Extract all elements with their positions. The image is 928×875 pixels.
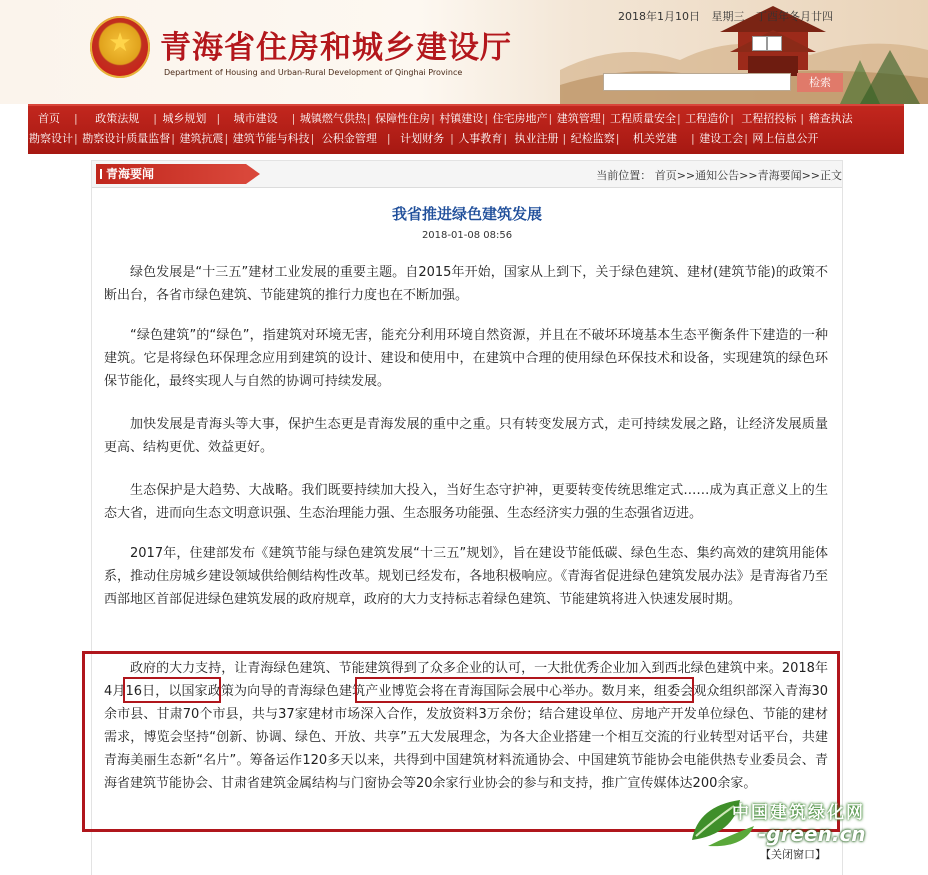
nav-item-finance[interactable]: 计划财务	[400, 132, 445, 145]
mini-button-right[interactable]	[767, 36, 782, 51]
nav-row-2	[28, 130, 904, 147]
nav-item-party[interactable]: 机关党建	[632, 132, 677, 145]
lunar-date: 丁酉年冬月廿四	[756, 10, 833, 23]
article-paragraph: 加快发展是青海头等大事，保护生态更是青海发展的重中之重。只有转变发展方式，走可持续发展之路，让经济发展质量更高、结构更优、效益更好。	[104, 417, 828, 455]
nav-item-housing[interactable]: 保障性住房	[375, 112, 431, 125]
nav-item-hr-education[interactable]: 人事教育	[458, 132, 503, 145]
nav-separator: |	[690, 132, 695, 145]
nav-item-building-management[interactable]: 建筑管理	[556, 112, 601, 125]
nav-separator: |	[676, 112, 681, 125]
nav-item-registration[interactable]: 执业注册	[514, 132, 559, 145]
article-container	[91, 160, 843, 875]
nav-separator: |	[74, 112, 78, 125]
nav-separator: |	[450, 132, 454, 145]
nav-item-energy-tech[interactable]: 建筑节能与科技	[232, 132, 310, 145]
article-title: 我省推进绿色建筑发展	[391, 205, 542, 223]
article-paragraph: 2017年，住建部发布《建筑节能与绿色建筑发展“十三五”规划》，旨在建设节能低碳、绿色生态、集约高效的建筑用能体系，推动住房城乡建设领域供给侧结构性改革。规划已经发布，各地积极响应。《青海省促进绿色建筑发展办法》是青海省乃至西部地区首部促进绿色建筑发展的政府规章，政府的大力支持标志着绿色建筑、节能建筑将进入快速发展时期。	[104, 546, 828, 607]
article-paragraph: 绿色发展是“十三五”建材工业发展的重要主题。自2015年开始，国家从上到下，关于绿色建筑、建材(建筑节能)的政策不断出台，各省市绿色建筑、节能建筑的推行力度也在不断加强。	[104, 265, 828, 303]
nav-item-discipline[interactable]: 纪检监察	[570, 132, 615, 145]
date-display	[618, 8, 841, 24]
weekday: 星期三	[711, 10, 745, 23]
article-date: 2018-01-08 08:56	[421, 230, 513, 241]
nav-separator: |	[800, 112, 805, 125]
article-paragraph: “绿色建筑”的“绿色”，指建筑对环境无害，能充分利用环境自然资源，并且在不破坏环境基本生态平衡条件下建造的一种建筑。它是将绿色环保理念应用到建筑的设计、建设和使用中，在建筑中合理的使用绿色环保技术和设备，实现建筑的绿色环保节能化，最终实现人与自然的协调可持续发展。	[104, 328, 828, 389]
current-date: 2018年1月10日	[618, 10, 700, 23]
national-emblem-icon: ★	[90, 16, 150, 78]
nav-separator: |	[216, 112, 221, 125]
nav-item-urban-construction[interactable]: 城市建设	[233, 112, 278, 125]
site-watermark	[688, 792, 920, 854]
nav-separator: |	[153, 112, 157, 125]
nav-separator: |	[366, 112, 371, 125]
nav-separator: |	[548, 112, 553, 125]
nav-item-inspection[interactable]: 稽查执法	[808, 112, 853, 125]
nav-separator: |	[615, 132, 620, 145]
nav-separator: |	[310, 132, 315, 145]
article-paragraph-highlighted: 政府的大力支持，让青海绿色建筑、节能建筑得到了众多企业的认可，一大批优秀企业加入到西北绿色建筑中来。2018年4月16日，以国家政策为向导的青海绿色建筑产业博览会将在青海国际会展中心举办。数月来，组委会观众组织部深入青海30余市县、甘肃70个市县，共与37家建材市场深入合作，发放资料3万余份；结合建设单位、房地产开发单位绿色、节能的建材需求，博览会坚持“创新、协调、绿色、开放、共享”五大发展理念，为各大企业搭建一个相互交流的行业转型对话平台，共建青海美丽生态新“名片”。筹备运作120多天以来，共得到中国建筑材料流通协会、中国建筑节能协会电能供热专业委员会、青海省建筑节能协会、甘肃省建筑金属结构与门窗协会等20余家行业协会的参与和支持，推广宣传媒体达200余家。	[104, 661, 828, 791]
nav-item-planning[interactable]: 城乡规划	[162, 112, 207, 125]
site-title[interactable]: 青海省住房和城乡建设厅	[160, 30, 512, 66]
nav-item-cost[interactable]: 工程造价	[685, 112, 730, 125]
nav-separator: |	[224, 132, 229, 145]
nav-item-survey-design[interactable]: 勘察设计	[29, 132, 73, 145]
close-window-link[interactable]: 【关闭窗口】	[760, 848, 826, 861]
main-nav	[28, 104, 904, 154]
search-input[interactable]	[603, 73, 791, 91]
site-header	[0, 0, 928, 104]
nav-separator: |	[431, 112, 435, 125]
nav-separator: |	[74, 132, 78, 145]
nav-separator: |	[730, 112, 734, 125]
watermark-domain-text: -green.cn	[758, 822, 866, 846]
breadcrumb[interactable]: 当前位置： 首页>>通知公告>>青海要闻>>正文	[596, 169, 842, 182]
nav-row-1	[28, 110, 904, 127]
header-mini-buttons	[752, 36, 782, 51]
nav-item-union[interactable]: 建设工会	[699, 132, 744, 145]
article-paragraph: 生态保护是大趋势、大战略。我们既要持续加大投入，当好生态守护神，更要转变传统思维定式……成为真正意义上的生态大省，进而向生态文明意识强、生态治理能力强、生态服务功能强、生态经济实力强的生态强省迈进。	[104, 483, 828, 521]
nav-separator: |	[503, 132, 508, 145]
nav-item-real-estate[interactable]: 住宅房地产	[492, 112, 548, 125]
nav-item-bidding[interactable]: 工程招投标	[741, 112, 797, 125]
nav-item-provident-fund[interactable]: 公积金管理	[321, 132, 377, 145]
nav-separator: |	[601, 112, 606, 125]
nav-item-survey-quality[interactable]: 勘察设计质量监督	[82, 132, 171, 145]
nav-item-info-disclosure[interactable]: 网上信息公开	[752, 132, 819, 145]
search-button[interactable]: 检索	[797, 73, 843, 92]
watermark-chinese-text: 中国建筑绿化网	[732, 803, 865, 823]
nav-separator: |	[562, 132, 567, 145]
content-header-bar	[92, 161, 842, 188]
nav-item-seismic[interactable]: 建筑抗震	[179, 132, 224, 145]
nav-separator: |	[484, 112, 489, 125]
nav-item-village[interactable]: 村镇建设	[439, 112, 484, 125]
section-label: 青海要闻	[96, 164, 246, 184]
nav-item-gas-heating[interactable]: 城镇燃气供热	[299, 112, 366, 125]
nav-item-quality-safety[interactable]: 工程质量安全	[609, 112, 676, 125]
mini-button-left[interactable]	[752, 36, 767, 51]
nav-item-home[interactable]: 首页	[38, 112, 60, 125]
nav-separator: |	[291, 112, 296, 125]
nav-separator: |	[744, 132, 748, 145]
nav-separator: |	[171, 132, 175, 145]
nav-separator: |	[386, 132, 391, 145]
nav-item-policy[interactable]: 政策法规	[95, 112, 140, 125]
site-subtitle: Department of Housing and Urban-Rural Development of Qinghai Province	[164, 68, 463, 77]
